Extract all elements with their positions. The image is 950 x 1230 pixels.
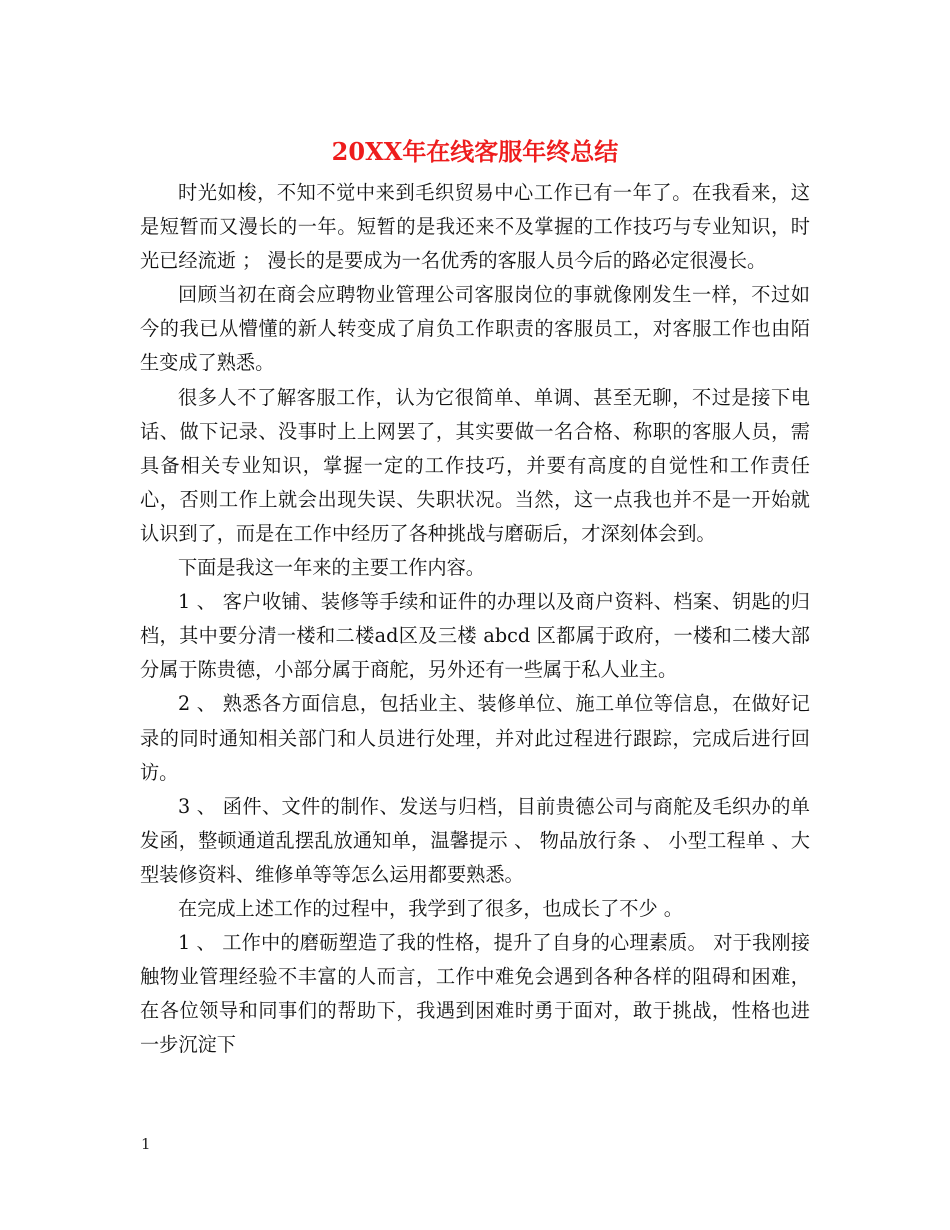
paragraph: 回顾当初在商会应聘物业管理公司客服岗位的事就像刚发生一样，不过如今的我已从懵懂的新人转变成了肩负工作职责的客服员工，对客服工作也由陌生变成了熟悉。 bbox=[140, 283, 810, 375]
paragraph: 3 、 函件、文件的制作、发送与归档，目前贵德公司与商舵及毛织办的单发函，整顿通道乱摆乱放通知单，温馨提示 、 物品放行条 、 小型工程单 、大型装修资料、维修单等等怎么运用都要熟悉。 bbox=[140, 794, 810, 886]
paragraph: 1 、 工作中的磨砺塑造了我的性格，提升了自身的心理素质。 对于我刚接触物业管理经验不丰富的人而言，工作中难免会遇到各种各样的阻碍和困难，在各位领导和同事们的帮助下，我遇到困难时勇于面对，敢于挑战，性格也进一步沉淀下 bbox=[140, 931, 810, 1057]
paragraph: 2 、 熟悉各方面信息，包括业主、装修单位、施工单位等信息，在做好记录的同时通知相关部门和人员进行处理，并对此过程进行跟踪，完成后进行回访。 bbox=[140, 692, 810, 784]
page-number: 1 bbox=[141, 1135, 151, 1153]
document-title: 20XX年在线客服年终总结 bbox=[331, 137, 619, 166]
paragraph: 下面是我这一年来的主要工作内容。 bbox=[178, 556, 485, 580]
paragraph: 很多人不了解客服工作，认为它很简单、单调、甚至无聊，不过是接下电话、做下记录、没事时上上网罢了，其实要做一名合格、称职的客服人员，需具备相关专业知识，掌握一定的工作技巧，并要有高度的自觉性和工作责任心，否则工作上就会出现失误、失职状况。当然，这一点我也并不是一开始就认识到了，而是在工作中经历了各种挑战与磨砺后，才深刻体会到。 bbox=[140, 385, 810, 545]
document-body bbox=[140, 176, 810, 1062]
paragraph: 时光如梭，不知不觉中来到毛织贸易中心工作已有一年了。在我看来，这是短暂而又漫长的一年。短暂的是我还来不及掌握的工作技巧与专业知识，时光已经流逝 ； 漫长的是要成为一名优秀的客服人员今后的路必定很漫长。 bbox=[140, 181, 810, 273]
paragraph: 1 、 客户收铺、装修等手续和证件的办理以及商户资料、档案、钥匙的归档，其中要分清一楼和二楼ad区及三楼 abcd 区都属于政府，一楼和二楼大部分属于陈贵德，小部分属于商舵，另外还有一些属于私人业主。 bbox=[140, 590, 810, 682]
paragraph: 在完成上述工作的过程中，我学到了很多，也成长了不少 。 bbox=[178, 896, 683, 920]
